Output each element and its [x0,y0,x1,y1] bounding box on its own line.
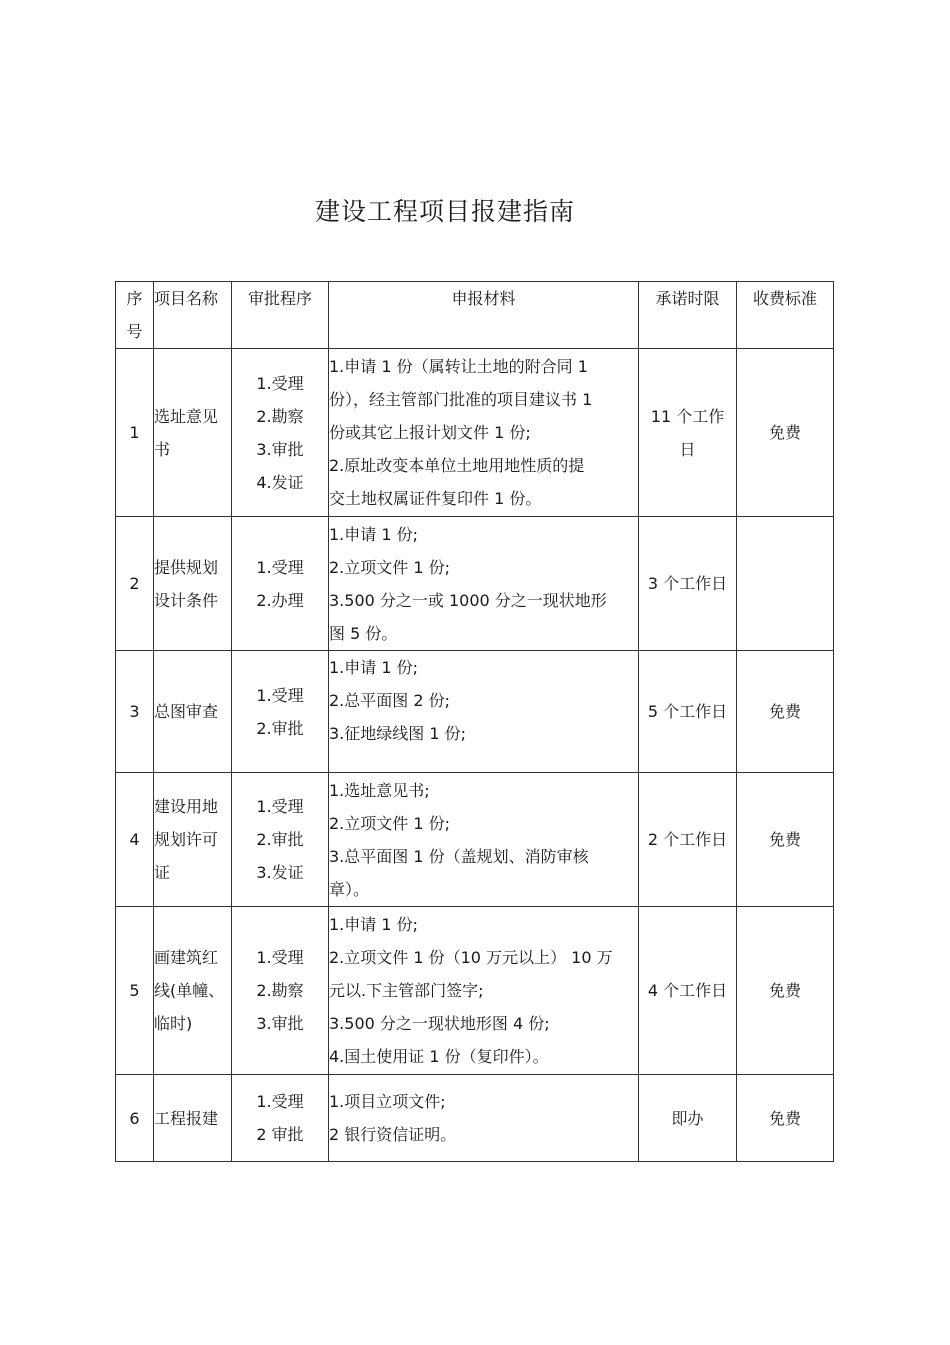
material-line: 1.申请 1 份（属转让土地的附合同 1 [329,357,588,376]
material-line: 2.总平面图 2 份; [329,691,451,710]
header-name: 项目名称 [154,282,232,349]
time-line: 即办 [671,1108,704,1128]
material-line: 2.立项文件 1 份（10 万元以上） 10 万 [329,948,613,967]
row-procedure [232,651,329,773]
material-line: 1.申请 1 份; [329,658,419,677]
row-time [639,651,737,773]
procedure-step: 2.勘察 [256,981,304,1000]
procedure-step: 4.发证 [256,472,304,492]
row-fee: 免费 [737,349,834,517]
header-no [116,282,154,349]
material-line: 1.选址意见书; [329,780,430,800]
header-fee: 收费标准 [737,282,834,349]
row-materials [329,907,639,1075]
row-no: 5 [116,907,154,1075]
material-line: 1.申请 1 份; [329,915,419,934]
row-materials [329,517,639,651]
procedure-step: 1.受理 [256,948,304,967]
material-line: 份或其它上报计划文件 1 份; [329,423,531,442]
row-name [154,1075,232,1162]
row-name [154,907,232,1075]
material-line: 1.申请 1 份; [329,524,419,544]
row-procedure [232,349,329,517]
name-line: 证 [154,863,171,882]
header-no-line: 序 [126,289,143,308]
row-name [154,651,232,773]
name-line: 临时) [154,1014,193,1033]
row-no: 1 [116,349,154,517]
time-line: 4 个工作日 [647,981,728,1000]
name-line: 建设用地 [154,797,219,816]
row-fee [737,517,834,651]
time-line: 3 个工作日 [647,574,728,593]
name-line: 总图审查 [154,702,219,721]
row-no: 6 [116,1075,154,1162]
procedure-step: 1.受理 [256,685,304,705]
row-procedure [232,1075,329,1162]
name-line: 规划许可 [154,830,219,849]
row-procedure [232,907,329,1075]
material-line: 2 银行资信证明。 [329,1125,457,1144]
table-row [116,651,834,773]
material-line: 2.立项文件 1 份; [329,813,451,833]
procedure-step: 3.审批 [256,439,304,459]
time-line: 5 个工作日 [647,702,728,721]
procedure-step: 1.受理 [256,373,304,393]
name-line: 工程报建 [154,1108,219,1128]
table-row [116,907,834,1075]
row-fee: 免费 [737,1075,834,1162]
row-materials [329,349,639,517]
name-line: 提供规划 [154,557,219,577]
procedure-step: 1.受理 [256,557,304,577]
time-line: 2 个工作日 [647,830,728,849]
material-line: 元以.下主管部门签字; [329,981,484,1000]
row-materials [329,773,639,907]
row-procedure [232,773,329,907]
row-name [154,349,232,517]
table-row [116,517,834,651]
material-line: 2.立项文件 1 份; [329,557,451,577]
procedure-step: 1.受理 [256,797,304,816]
time-line: 日 [679,439,696,459]
row-procedure [232,517,329,651]
row-fee: 免费 [737,907,834,1075]
material-line: 3.总平面图 1 份（盖规划、消防审核 [329,846,589,866]
header-no-line: 号 [126,322,143,341]
row-fee: 免费 [737,773,834,907]
material-line: 2.原址改变本单位土地用地性质的提 [329,456,585,475]
material-line: 3.征地绿线图 1 份; [329,724,467,743]
table-row [116,773,834,907]
procedure-step: 2.勘察 [256,406,304,426]
material-line: 3.500 分之一或 1000 分之一现状地形 [329,590,607,610]
row-name [154,517,232,651]
row-time [639,517,737,651]
row-time [639,907,737,1075]
header-time: 承诺时限 [639,282,737,349]
table-row [116,349,834,517]
name-line: 线(单幢、 [154,981,225,1000]
row-fee: 免费 [737,651,834,773]
material-line: 3.500 分之一现状地形图 4 份; [329,1014,550,1033]
material-line: 交土地权属证件复印件 1 份。 [329,489,542,508]
row-no: 2 [116,517,154,651]
procedure-step: 2.审批 [256,718,304,738]
name-line: 书 [154,439,171,459]
row-materials [329,1075,639,1162]
material-line: 章）。 [329,879,370,899]
header-materials: 申报材料 [329,282,639,349]
row-time [639,1075,737,1162]
name-line: 画建筑红 [154,948,219,967]
row-time [639,349,737,517]
row-time [639,773,737,907]
procedure-step: 3.审批 [256,1014,304,1033]
material-line: 图 5 份。 [329,623,398,643]
row-no: 4 [116,773,154,907]
name-line: 选址意见 [154,406,219,426]
table-row [116,1075,834,1162]
time-line: 11 个工作 [650,406,725,426]
name-line: 设计条件 [154,590,219,610]
header-row [116,282,834,349]
page-title: 建设工程项目报建指南 [314,197,575,226]
procedure-step: 2.审批 [256,830,304,849]
procedure-step: 2.办理 [256,590,304,610]
procedure-step: 1.受理 [256,1092,304,1111]
material-line: 4.国土使用证 1 份（复印件）。 [329,1047,549,1066]
procedure-step: 3.发证 [256,863,304,882]
procedure-step: 2 审批 [256,1125,304,1144]
material-line: 1.项目立项文件; [329,1092,446,1111]
guide-table [115,281,834,1162]
row-materials [329,651,639,773]
row-name [154,773,232,907]
material-line: 份），经主管部门批准的项目建议书 1 [329,390,593,409]
row-no: 3 [116,651,154,773]
header-procedure: 审批程序 [232,282,329,349]
